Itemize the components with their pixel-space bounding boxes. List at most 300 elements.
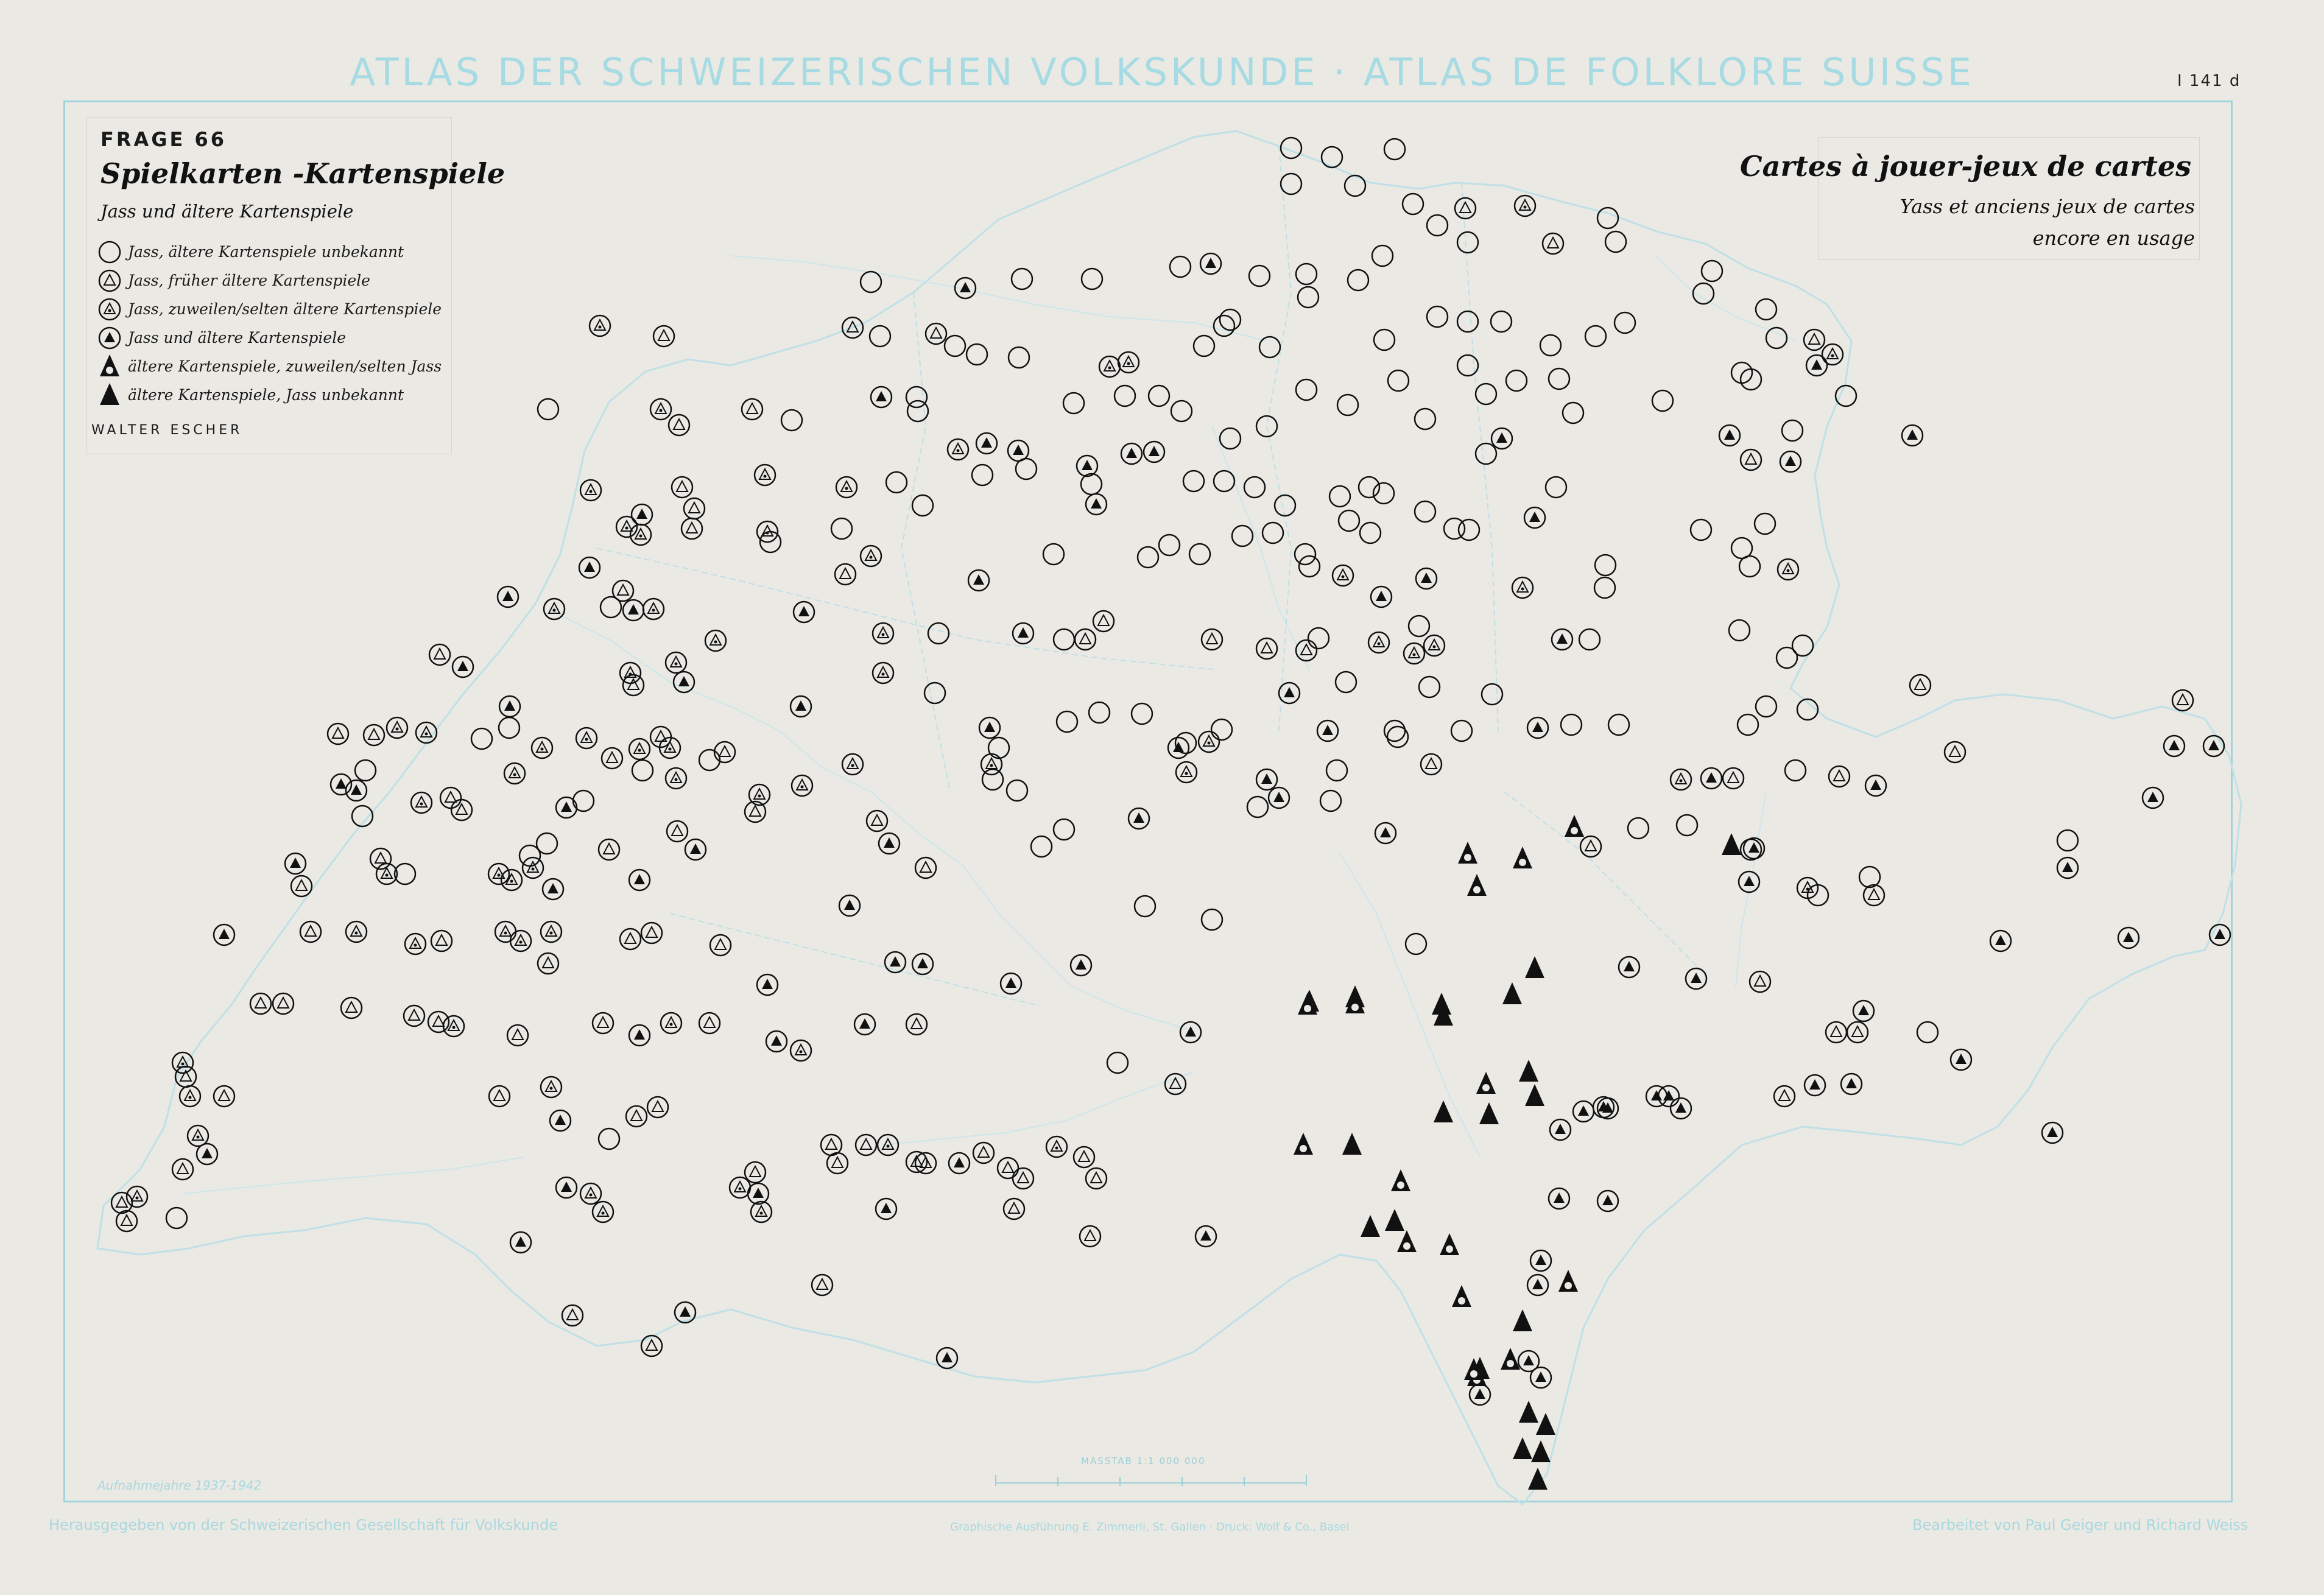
open-circle-icon bbox=[96, 239, 123, 266]
marker-circle bbox=[1387, 727, 1408, 747]
marker-circle bbox=[1057, 711, 1077, 732]
marker-circle bbox=[1012, 269, 1032, 289]
marker-circle bbox=[499, 717, 519, 738]
marker-circle-tri-open bbox=[116, 1211, 137, 1231]
marker-circle bbox=[1373, 483, 1394, 504]
marker-tri-dot bbox=[1397, 1230, 1417, 1252]
marker-tri-dot bbox=[1452, 1285, 1471, 1307]
marker-circle bbox=[1384, 139, 1405, 160]
marker-circle bbox=[1729, 620, 1750, 641]
marker-circle-tri-dot bbox=[661, 1013, 681, 1033]
scale-label: MASSTAB 1:1 000 000 bbox=[1081, 1456, 1206, 1466]
marker-circle bbox=[1247, 797, 1268, 817]
marker-circle-tri-open bbox=[507, 1025, 528, 1046]
marker-circle-tri-dot bbox=[873, 663, 893, 683]
marker-circle-tri-open bbox=[667, 821, 688, 842]
marker-circle-tri-solid bbox=[871, 387, 892, 407]
marker-circle-tri-solid bbox=[499, 696, 520, 717]
marker-circle bbox=[1594, 577, 1615, 598]
marker-circle-tri-open bbox=[404, 1005, 424, 1026]
marker-circle-tri-open bbox=[300, 921, 321, 942]
marker-circle-tri-solid bbox=[1990, 931, 2011, 951]
marker-circle bbox=[471, 728, 492, 749]
marker-circle bbox=[1476, 443, 1496, 464]
marker-tri-solid bbox=[1536, 1413, 1555, 1435]
marker-circle-tri-dot bbox=[1199, 731, 1219, 752]
marker-circle bbox=[1339, 510, 1359, 531]
marker-circle bbox=[599, 1128, 619, 1149]
marker-circle bbox=[1259, 337, 1280, 357]
marker-circle bbox=[1782, 420, 1803, 441]
survey-years: Aufnahmejahre 1937-1942 bbox=[97, 1478, 262, 1493]
marker-circle bbox=[1275, 495, 1295, 516]
marker-circle-tri-solid bbox=[1719, 425, 1740, 446]
marker-circle bbox=[1457, 311, 1478, 332]
marker-circle-tri-solid bbox=[1701, 768, 1722, 789]
marker-circle-tri-dot bbox=[580, 1183, 601, 1204]
marker-circle bbox=[1546, 477, 1566, 498]
marker-circle bbox=[1149, 386, 1169, 406]
marker-circle bbox=[912, 495, 933, 516]
marker-circle-tri-open bbox=[2172, 690, 2193, 711]
marker-circle bbox=[1785, 760, 1806, 781]
marker-circle bbox=[1244, 477, 1265, 498]
marker-circle bbox=[1917, 1022, 1938, 1043]
marker-circle-tri-solid bbox=[794, 602, 814, 622]
marker-tri-dot bbox=[1501, 1348, 1520, 1370]
marker-circle-tri-dot bbox=[730, 1177, 750, 1198]
marker-circle-tri-dot bbox=[488, 864, 509, 884]
marker-circle-tri-dot bbox=[629, 739, 650, 759]
marker-circle-tri-solid bbox=[1371, 586, 1392, 607]
plate-number: I 141 d bbox=[2177, 72, 2241, 90]
marker-circle-tri-solid bbox=[1593, 1097, 1614, 1118]
marker-circle-tri-open bbox=[431, 931, 452, 951]
marker-circle bbox=[1457, 232, 1478, 253]
marker-circle bbox=[1298, 287, 1319, 308]
marker-circle-tri-open bbox=[672, 477, 692, 498]
marker-circle bbox=[1054, 819, 1074, 840]
marker-tri-dot bbox=[1294, 1133, 1313, 1155]
marker-circle-tri-open bbox=[1750, 971, 1770, 992]
marker-circle-tri-solid bbox=[556, 1177, 577, 1198]
marker-circle-tri-dot bbox=[948, 439, 968, 460]
legend-item: Jass, früher ältere Kartenspiele bbox=[96, 266, 442, 295]
legend-item: ältere Kartenspiele, zuweilen/selten Jass bbox=[96, 352, 442, 381]
marker-circle-tri-solid bbox=[979, 717, 1000, 738]
marker-circle bbox=[1415, 501, 1435, 522]
marker-circle-tri-solid bbox=[1597, 1191, 1618, 1211]
marker-circle bbox=[355, 760, 376, 781]
marker-circle bbox=[537, 833, 557, 854]
marker-circle bbox=[1563, 403, 1583, 423]
marker-circle-tri-dot bbox=[544, 599, 565, 619]
marker-circle-tri-solid bbox=[757, 974, 778, 995]
marker-circle-tri-solid bbox=[1416, 568, 1437, 589]
marker-circle-tri-dot bbox=[576, 728, 597, 748]
marker-circle-tri-solid bbox=[1491, 428, 1512, 449]
marker-circle-tri-solid bbox=[1129, 808, 1149, 829]
french-title: Cartes à jouer-jeux de cartes bbox=[1740, 150, 2191, 183]
marker-circle bbox=[1299, 556, 1320, 577]
marker-circle bbox=[1189, 544, 1210, 565]
marker-circle-tri-open bbox=[1256, 638, 1277, 659]
marker-circle bbox=[573, 790, 594, 811]
marker-circle-tri-solid bbox=[675, 1302, 695, 1323]
legend-item: Jass, ältere Kartenspiele unbekannt bbox=[96, 238, 442, 266]
marker-circle bbox=[1427, 215, 1448, 236]
marker-circle-tri-solid bbox=[1527, 717, 1548, 738]
marker-circle-tri-open bbox=[440, 787, 461, 808]
marker-circle bbox=[1202, 909, 1222, 930]
marker-circle-tri-open bbox=[699, 1013, 720, 1033]
marker-circle-tri-solid bbox=[1646, 1086, 1667, 1107]
marker-circle bbox=[1579, 629, 1600, 650]
marker-tri-dot bbox=[1391, 1169, 1410, 1191]
marker-tri-solid bbox=[1531, 1440, 1551, 1462]
marker-circle bbox=[1731, 362, 1752, 383]
marker-circle bbox=[1360, 523, 1381, 543]
marker-circle bbox=[870, 326, 890, 347]
marker-circle-tri-solid bbox=[1619, 957, 1639, 977]
marker-circle-tri-dot bbox=[580, 480, 601, 501]
marker-circle bbox=[1337, 395, 1358, 415]
marker-circle-tri-dot bbox=[1118, 352, 1139, 373]
editors-note: Bearbeitet von Paul Geiger und Richard Weiss bbox=[1912, 1516, 2248, 1533]
marker-circle bbox=[1756, 696, 1776, 717]
marker-circle bbox=[1220, 428, 1241, 449]
marker-circle-tri-solid bbox=[2118, 928, 2139, 948]
marker-circle-tri-dot bbox=[1822, 344, 1843, 365]
marker-circle-tri-solid bbox=[498, 586, 518, 607]
marker-circle bbox=[1320, 790, 1341, 811]
marker-circle bbox=[1427, 306, 1448, 327]
marker-tri-dot bbox=[1565, 815, 1584, 837]
marker-circle-tri-solid bbox=[839, 895, 860, 916]
marker-circle-tri-open bbox=[428, 1012, 449, 1032]
marker-circle-tri-open bbox=[998, 1158, 1018, 1178]
marker-circle-tri-dot bbox=[650, 399, 671, 420]
marker-tri-solid bbox=[1342, 1133, 1362, 1155]
marker-circle-tri-dot bbox=[1368, 632, 1389, 653]
marker-circle-tri-dot bbox=[751, 1202, 772, 1222]
marker-circle bbox=[1755, 513, 1775, 534]
marker-circle bbox=[1009, 347, 1029, 368]
legend-item: Jass, zuweilen/selten ältere Kartenspiele bbox=[96, 295, 442, 323]
marker-circle bbox=[945, 336, 965, 356]
marker-circle-tri-solid bbox=[1902, 425, 1923, 446]
marker-tri-dot bbox=[1467, 874, 1487, 896]
marker-circle-tri-dot bbox=[495, 921, 516, 942]
marker-circle-tri-solid bbox=[1144, 442, 1164, 462]
marker-circle-tri-dot bbox=[501, 870, 522, 890]
marker-circle-tri-solid bbox=[912, 954, 933, 974]
marker-circle-tri-solid bbox=[1086, 494, 1107, 515]
marker-circle bbox=[1457, 355, 1478, 376]
marker-circle bbox=[1409, 616, 1429, 636]
marker-circle bbox=[1138, 547, 1158, 568]
marker-tri-solid bbox=[1513, 1309, 1532, 1331]
marker-circle-tri-dot bbox=[188, 1125, 208, 1146]
marker-circle-tri-dot bbox=[755, 465, 775, 485]
legend-subtitle: Jass und ältere Kartenspiele bbox=[100, 201, 354, 222]
marker-circle-tri-solid bbox=[879, 833, 900, 854]
marker-circle-tri-open bbox=[172, 1159, 193, 1180]
marker-circle bbox=[1738, 714, 1758, 735]
marker-circle bbox=[1561, 714, 1582, 735]
marker-circle-tri-dot bbox=[873, 623, 893, 644]
marker-circle-tri-open bbox=[915, 1153, 936, 1174]
marker-circle-tri-open bbox=[742, 399, 762, 420]
marker-circle-tri-open bbox=[684, 498, 705, 519]
marker-circle bbox=[1406, 934, 1426, 954]
marker-circle-tri-open bbox=[827, 1153, 848, 1174]
marker-tri-solid bbox=[1385, 1209, 1404, 1231]
marker-circle-tri-solid bbox=[510, 1232, 531, 1253]
marker-circle-tri-solid bbox=[1200, 253, 1221, 274]
marker-circle-tri-solid bbox=[2042, 1122, 2063, 1143]
marker-circle-tri-open bbox=[451, 800, 472, 820]
marker-circle-tri-solid bbox=[976, 433, 997, 454]
french-subtitle-line1: Yass et anciens jeux de cartes bbox=[1900, 195, 2195, 218]
marker-circle-tri-open bbox=[867, 811, 887, 831]
marker-circle-tri-open bbox=[669, 415, 689, 435]
marker-circle bbox=[1739, 556, 1760, 577]
marker-circle-tri-open bbox=[489, 1086, 510, 1107]
marker-circle-tri-solid bbox=[1013, 623, 1033, 644]
marker-circle-tri-dot bbox=[1512, 577, 1533, 598]
marker-circle-tri-open bbox=[626, 1106, 647, 1127]
marker-circle bbox=[1766, 328, 1787, 348]
marker-circle-tri-open bbox=[214, 1086, 234, 1107]
marker-circle bbox=[1859, 867, 1880, 887]
marker-circle bbox=[1614, 312, 1635, 333]
marker-circle bbox=[1491, 311, 1512, 332]
marker-circle-tri-open bbox=[1086, 1168, 1107, 1189]
marker-circle-tri-solid bbox=[876, 1199, 896, 1219]
legend-title: Spielkarten -Kartenspiele bbox=[100, 157, 505, 190]
marker-circle-tri-open bbox=[835, 564, 856, 585]
marker-circle-tri-dot bbox=[443, 1016, 464, 1037]
marker-circle-tri-open bbox=[856, 1135, 876, 1155]
marker-circle bbox=[1135, 896, 1155, 917]
marker-circle-tri-solid bbox=[1279, 683, 1300, 703]
marker-circle bbox=[1476, 384, 1496, 404]
marker-circle-tri-open bbox=[291, 876, 312, 896]
marker-circle-tri-open bbox=[641, 923, 662, 943]
marker-circle-tri-solid bbox=[685, 839, 706, 860]
marker-circle-tri-open bbox=[906, 1014, 927, 1035]
marker-circle bbox=[1220, 309, 1241, 330]
marker-circle-tri-solid bbox=[1780, 451, 1801, 472]
marker-circle bbox=[166, 1208, 187, 1228]
marker-circle-tri-solid bbox=[629, 1025, 650, 1046]
marker-circle-tri-solid bbox=[632, 504, 652, 525]
canton-borders bbox=[597, 146, 1705, 1005]
marker-circle-tri-open bbox=[602, 748, 622, 769]
marker-circle-tri-solid bbox=[579, 557, 600, 578]
marker-circle-tri-solid bbox=[1841, 1074, 1862, 1094]
marker-circle-tri-dot bbox=[791, 1040, 811, 1061]
marker-circle bbox=[1063, 393, 1084, 414]
marker-circle bbox=[1107, 1052, 1128, 1073]
marker-circle-tri-solid bbox=[1686, 968, 1706, 989]
marker-circle-tri-solid bbox=[623, 600, 644, 621]
marker-circle bbox=[972, 465, 993, 485]
marker-circle-tri-open bbox=[538, 953, 558, 974]
marker-circle-tri-dot bbox=[1176, 762, 1197, 783]
marker-circle-tri-dot bbox=[1046, 1136, 1067, 1157]
marker-circle-tri-solid bbox=[766, 1031, 787, 1052]
marker-circle bbox=[1348, 270, 1368, 290]
marker-circle bbox=[1214, 315, 1234, 336]
marker-circle-tri-open bbox=[1826, 1022, 1847, 1043]
marker-circle-tri-open bbox=[623, 675, 644, 695]
marker-tri-solid bbox=[1479, 1102, 1499, 1124]
marker-circle-tri-dot bbox=[1671, 769, 1691, 790]
marker-circle-tri-open bbox=[613, 580, 633, 601]
marker-circle bbox=[1836, 386, 1856, 406]
marker-circle bbox=[1114, 386, 1135, 406]
marker-circle bbox=[1691, 519, 1711, 540]
marker-circle-tri-dot bbox=[1404, 643, 1424, 664]
dotted-triangle-icon bbox=[96, 353, 123, 380]
marker-circle-tri-open bbox=[641, 1336, 662, 1356]
marker-circle bbox=[1326, 760, 1347, 781]
scale-bar bbox=[996, 1475, 1306, 1486]
legend-item: ältere Kartenspiele, Jass unbekannt bbox=[96, 381, 442, 409]
marker-tri-solid bbox=[1361, 1215, 1380, 1237]
marker-circle-tri-solid bbox=[1550, 1119, 1571, 1140]
marker-circle bbox=[1605, 231, 1626, 252]
marker-circle-tri-open bbox=[1829, 766, 1850, 787]
marker-circle bbox=[1336, 672, 1356, 692]
marker-circle-tri-open bbox=[1421, 754, 1442, 775]
marker-circle-tri-open bbox=[1741, 449, 1761, 470]
marker-circle bbox=[699, 750, 720, 770]
marker-circle-tri-solid bbox=[2164, 736, 2185, 756]
legend-list bbox=[96, 238, 442, 409]
marker-circle bbox=[1677, 815, 1697, 836]
marker-circle bbox=[928, 623, 949, 644]
marker-circle-tri-open bbox=[364, 725, 384, 745]
marker-circle-tri-solid bbox=[1317, 720, 1338, 741]
marker-circle-tri-solid bbox=[1470, 1384, 1490, 1405]
marker-circle-tri-solid bbox=[1658, 1086, 1679, 1107]
marker-circle bbox=[1322, 147, 1342, 167]
legend-item: Jass und ältere Kartenspiele bbox=[96, 323, 442, 352]
marker-circle bbox=[1345, 175, 1365, 196]
marker-circle-tri-open bbox=[653, 326, 674, 347]
marker-circle bbox=[1540, 335, 1561, 356]
marker-circle bbox=[1549, 368, 1569, 389]
marker-circle bbox=[1597, 208, 1618, 228]
marker-circle-tri-open bbox=[341, 998, 362, 1018]
marker-circle-tri-dot bbox=[861, 546, 881, 566]
marker-circle-tri-dot bbox=[1778, 559, 1798, 580]
marker-circle bbox=[1081, 474, 1102, 495]
marker-circle-tri-open bbox=[647, 1097, 668, 1118]
marker-circle bbox=[1296, 379, 1317, 400]
marker-circle-tri-dot bbox=[842, 754, 863, 775]
marker-circle-tri-open bbox=[714, 742, 735, 762]
marker-circle-tri-solid bbox=[1805, 1075, 1825, 1096]
marker-circle-tri-dot bbox=[878, 1135, 898, 1155]
marker-circle bbox=[1444, 518, 1465, 539]
marker-circle-tri-solid bbox=[1530, 1250, 1551, 1271]
marker-circle bbox=[831, 518, 852, 539]
marker-circle-tri-solid bbox=[214, 924, 234, 945]
marker-circle bbox=[1459, 519, 1479, 540]
marker-circle bbox=[1007, 780, 1027, 801]
marker-circle-tri-dot bbox=[346, 921, 367, 942]
marker-circle-tri-solid bbox=[1168, 738, 1189, 758]
marker-circle bbox=[1792, 635, 1813, 656]
marker-circle bbox=[781, 410, 802, 431]
marker-circle-tri-dot bbox=[510, 931, 531, 951]
marker-circle-tri-solid bbox=[674, 672, 694, 692]
marker-circle-tri-dot bbox=[705, 630, 726, 651]
marker-circle-tri-dot bbox=[411, 792, 432, 813]
marker-circle bbox=[1372, 245, 1393, 266]
marker-tri-solid bbox=[1722, 833, 1741, 855]
marker-circle-tri-solid bbox=[1951, 1049, 1971, 1070]
marker-circle-tri-solid bbox=[1001, 973, 1021, 994]
marker-circle bbox=[1415, 409, 1435, 429]
marker-circle-tri-dot bbox=[590, 315, 610, 336]
marker-circle bbox=[1359, 477, 1379, 498]
marker-circle bbox=[1194, 336, 1214, 356]
marker-tri-solid bbox=[1502, 982, 1522, 1004]
marker-circle-tri-open bbox=[620, 929, 641, 949]
marker-circle bbox=[861, 272, 881, 292]
marker-circle bbox=[1249, 266, 1270, 286]
marker-circle-tri-dot bbox=[523, 857, 543, 878]
marker-circle-tri-open bbox=[710, 935, 731, 956]
marker-circle-tri-open bbox=[681, 518, 702, 539]
marker-circle-tri-solid bbox=[1077, 456, 1097, 476]
marker-circle-tri-dot bbox=[1424, 635, 1445, 656]
marker-circle-tri-solid bbox=[1180, 1022, 1201, 1043]
printer-note: Graphische Ausführung E. Zimmerli, St. Gallen · Druck: Wolf & Co., Basel bbox=[950, 1521, 1350, 1533]
marker-circle bbox=[1595, 555, 1616, 576]
marker-circle-tri-open bbox=[429, 644, 450, 665]
marker-circle-tri-open bbox=[1723, 768, 1744, 789]
marker-circle-tri-solid bbox=[1573, 1101, 1594, 1122]
marker-circle-tri-solid bbox=[1195, 1226, 1216, 1247]
marker-circle bbox=[1506, 370, 1527, 391]
marker-circle bbox=[1482, 684, 1502, 705]
marker-tri-dot bbox=[1476, 1072, 1496, 1094]
marker-circle-tri-open bbox=[812, 1275, 833, 1295]
marker-circle-tri-open bbox=[1080, 1226, 1100, 1247]
marker-circle-tri-open bbox=[250, 993, 271, 1014]
marker-circle-tri-open bbox=[1455, 198, 1476, 219]
marker-circle bbox=[1281, 174, 1301, 194]
marker-tri-dot bbox=[1440, 1233, 1459, 1255]
marker-circle-tri-open bbox=[973, 1143, 994, 1163]
marker-circle bbox=[1608, 714, 1629, 735]
marker-circle-tri-solid bbox=[1865, 775, 1886, 796]
marker-circle-tri-dot bbox=[1515, 195, 1535, 216]
marker-tri-solid bbox=[1519, 1401, 1538, 1423]
marker-circle-tri-solid bbox=[1269, 787, 1289, 808]
marker-circle-tri-open bbox=[1864, 885, 1884, 906]
marker-circle bbox=[1652, 390, 1673, 411]
marker-circle-tri-open bbox=[1013, 1168, 1033, 1189]
legend-author: WALTER ESCHER bbox=[91, 423, 243, 438]
marker-circle-tri-dot bbox=[405, 934, 426, 954]
